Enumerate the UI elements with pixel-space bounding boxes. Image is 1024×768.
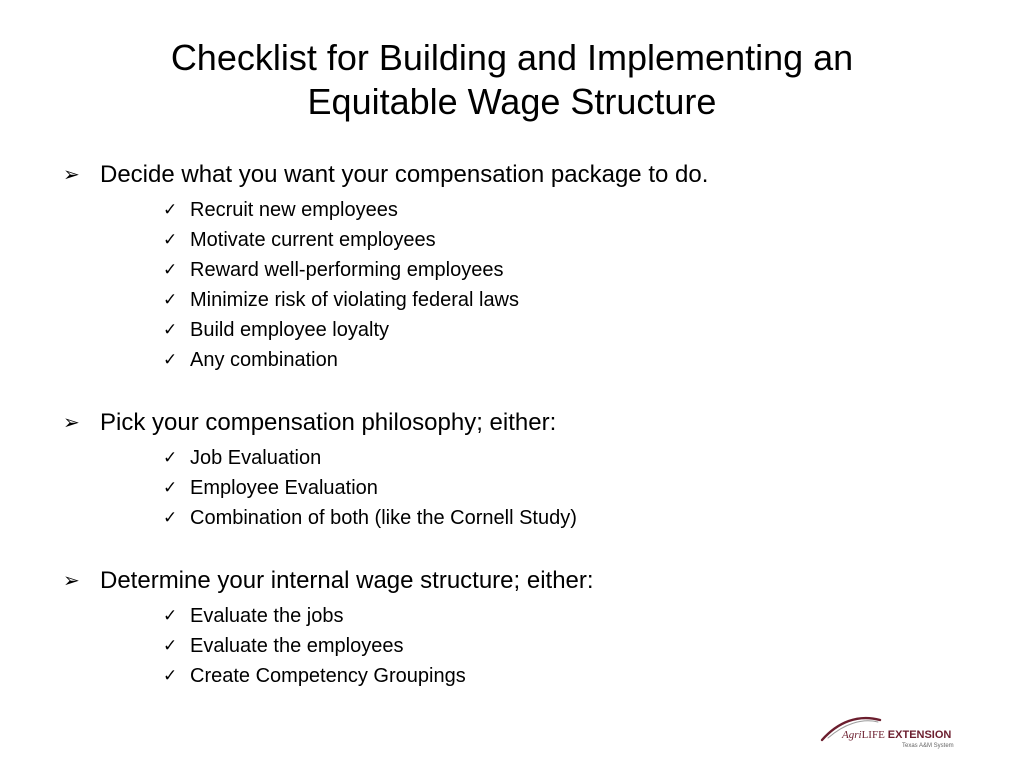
checkmark-icon: ✓ bbox=[163, 666, 178, 685]
section-heading bbox=[0, 561, 1024, 601]
checklist-item-text: Recruit new employees bbox=[190, 199, 398, 221]
slide-title-line-2: Equitable Wage Structure bbox=[307, 81, 717, 122]
checkmark-icon: ✓ bbox=[163, 478, 178, 497]
checklist-items bbox=[0, 195, 1024, 375]
checklist-item-text: Minimize risk of violating federal laws bbox=[190, 289, 520, 311]
checkmark-icon: ✓ bbox=[163, 290, 178, 309]
checklist-item bbox=[0, 255, 1024, 285]
logo-wordmark bbox=[842, 728, 951, 742]
checklist-items bbox=[0, 443, 1024, 533]
logo-life: LIFE bbox=[861, 729, 885, 741]
section-heading-text: Determine your internal wage structure; either: bbox=[100, 567, 594, 594]
checklist-item bbox=[0, 661, 1024, 691]
slide-title bbox=[0, 36, 1024, 124]
checklist-item-text: Combination of both (like the Cornell Study) bbox=[190, 507, 577, 529]
logo-agri: Agri bbox=[842, 729, 862, 741]
checklist-item bbox=[0, 285, 1024, 315]
checkmark-icon: ✓ bbox=[163, 200, 178, 219]
checklist-item bbox=[0, 503, 1024, 533]
checkmark-icon: ✓ bbox=[163, 606, 178, 625]
checklist-item bbox=[0, 195, 1024, 225]
checklist-item bbox=[0, 315, 1024, 345]
checklist-item bbox=[0, 473, 1024, 503]
checklist-sections bbox=[0, 155, 1024, 691]
checkmark-icon: ✓ bbox=[163, 448, 178, 467]
checkmark-icon: ✓ bbox=[163, 508, 178, 527]
checkmark-icon: ✓ bbox=[163, 320, 178, 339]
checklist-item-text: Build employee loyalty bbox=[190, 319, 389, 341]
checklist-item-text: Employee Evaluation bbox=[190, 477, 378, 499]
checklist-section-wage-structure bbox=[0, 561, 1024, 691]
arrowhead-bullet-icon: ➢ bbox=[63, 412, 80, 434]
checklist-item bbox=[0, 345, 1024, 375]
checklist-item-text: Any combination bbox=[190, 349, 338, 371]
checklist-item-text: Job Evaluation bbox=[190, 447, 322, 469]
checkmark-icon: ✓ bbox=[163, 636, 178, 655]
checklist-item bbox=[0, 601, 1024, 631]
checklist-item-text: Reward well-performing employees bbox=[190, 259, 504, 281]
checklist-item-text: Evaluate the jobs bbox=[190, 605, 344, 627]
arrowhead-bullet-icon: ➢ bbox=[63, 164, 80, 186]
logo-subtitle: Texas A&M System bbox=[902, 743, 954, 749]
section-heading-text: Decide what you want your compensation package to do. bbox=[100, 161, 709, 188]
checklist-items bbox=[0, 601, 1024, 691]
checkmark-icon: ✓ bbox=[163, 260, 178, 279]
checklist-item bbox=[0, 225, 1024, 255]
checklist-item-text: Evaluate the employees bbox=[190, 635, 404, 657]
checkmark-icon: ✓ bbox=[163, 350, 178, 369]
agrilife-extension-logo bbox=[818, 712, 958, 756]
checklist-item bbox=[0, 443, 1024, 473]
checklist-item-text: Motivate current employees bbox=[190, 229, 436, 251]
slide-title-line-1: Checklist for Building and Implementing an bbox=[170, 37, 854, 78]
checklist-section-compensation-goals bbox=[0, 155, 1024, 375]
section-heading bbox=[0, 403, 1024, 443]
logo-extension: EXTENSION bbox=[887, 729, 952, 741]
checklist-item bbox=[0, 631, 1024, 661]
checklist-item-text: Create Competency Groupings bbox=[190, 665, 466, 687]
checkmark-icon: ✓ bbox=[163, 230, 178, 249]
section-heading-text: Pick your compensation philosophy; either: bbox=[100, 409, 557, 436]
arrowhead-bullet-icon: ➢ bbox=[63, 570, 80, 592]
checklist-section-compensation-philosophy bbox=[0, 403, 1024, 533]
section-heading bbox=[0, 155, 1024, 195]
